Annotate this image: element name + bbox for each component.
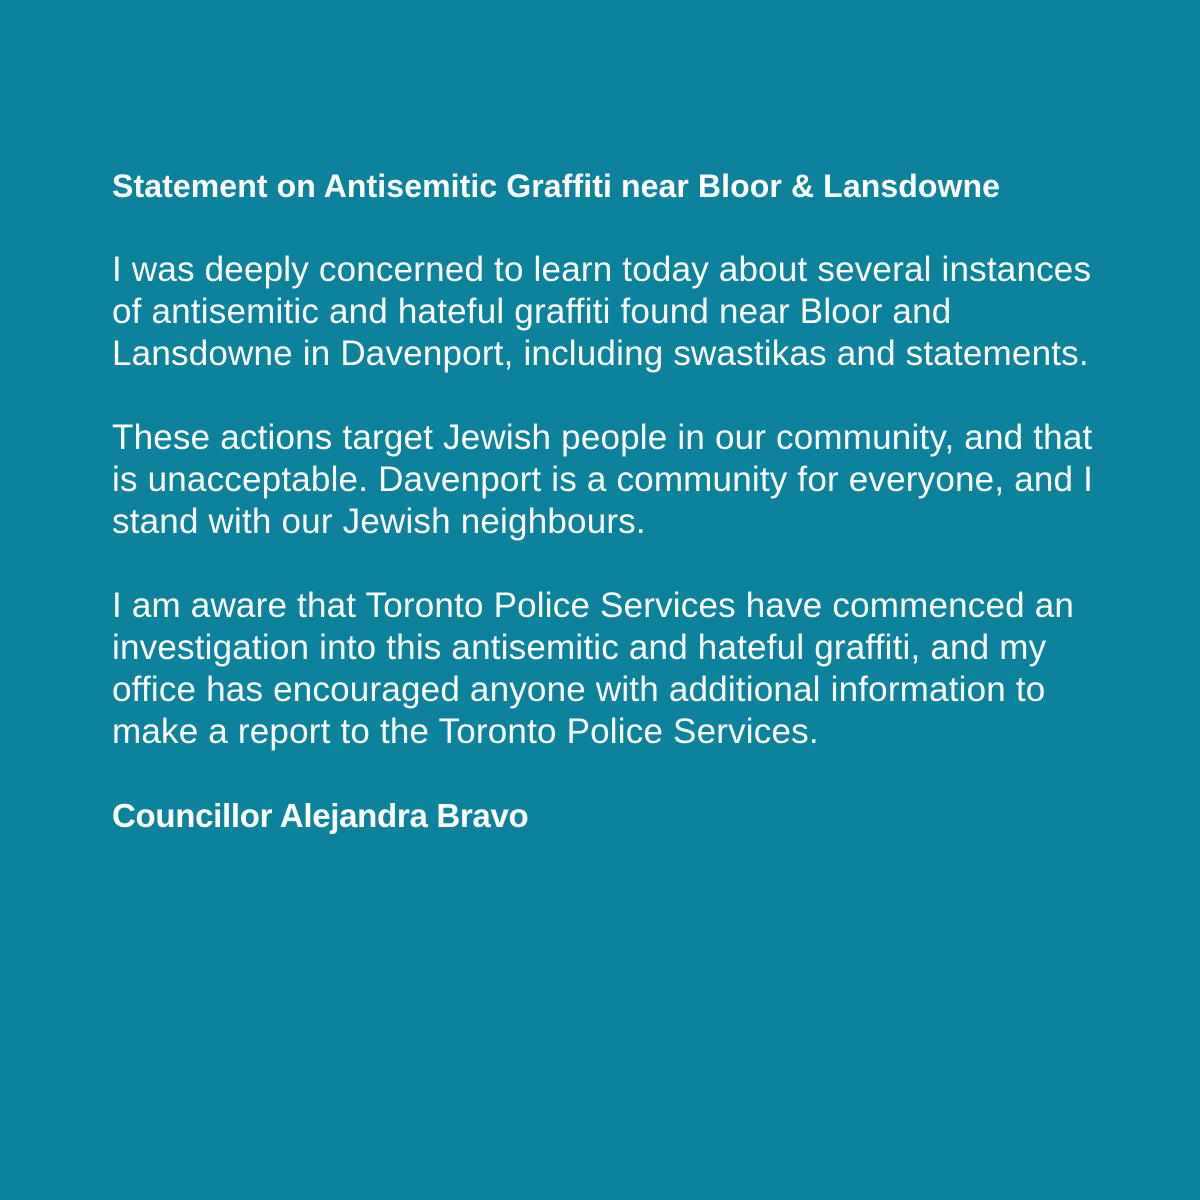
signature: Councillor Alejandra Bravo [112,797,529,834]
statement-paragraph-2: These actions target Jewish people in our community, and that is unacceptable. Davenport is a community for everyone, and I stand with our Jewish neighbours. [112,418,1094,541]
statement-content [112,165,1102,837]
statement-paragraph-3: I am aware that Toronto Police Services have commenced an investigation into this antisemitic and hateful graffiti, and my office has encouraged anyone with additional information to make a report to the Toronto Police Services. [112,586,1075,751]
statement-paragraph-1: I was deeply concerned to learn today about several instances of antisemitic and hateful graffiti found near Bloor and Lansdowne in Davenport, including swastikas and statements. [112,250,1092,373]
statement-title: Statement on Antisemitic Graffiti near Bloor & Lansdowne [112,168,1001,204]
